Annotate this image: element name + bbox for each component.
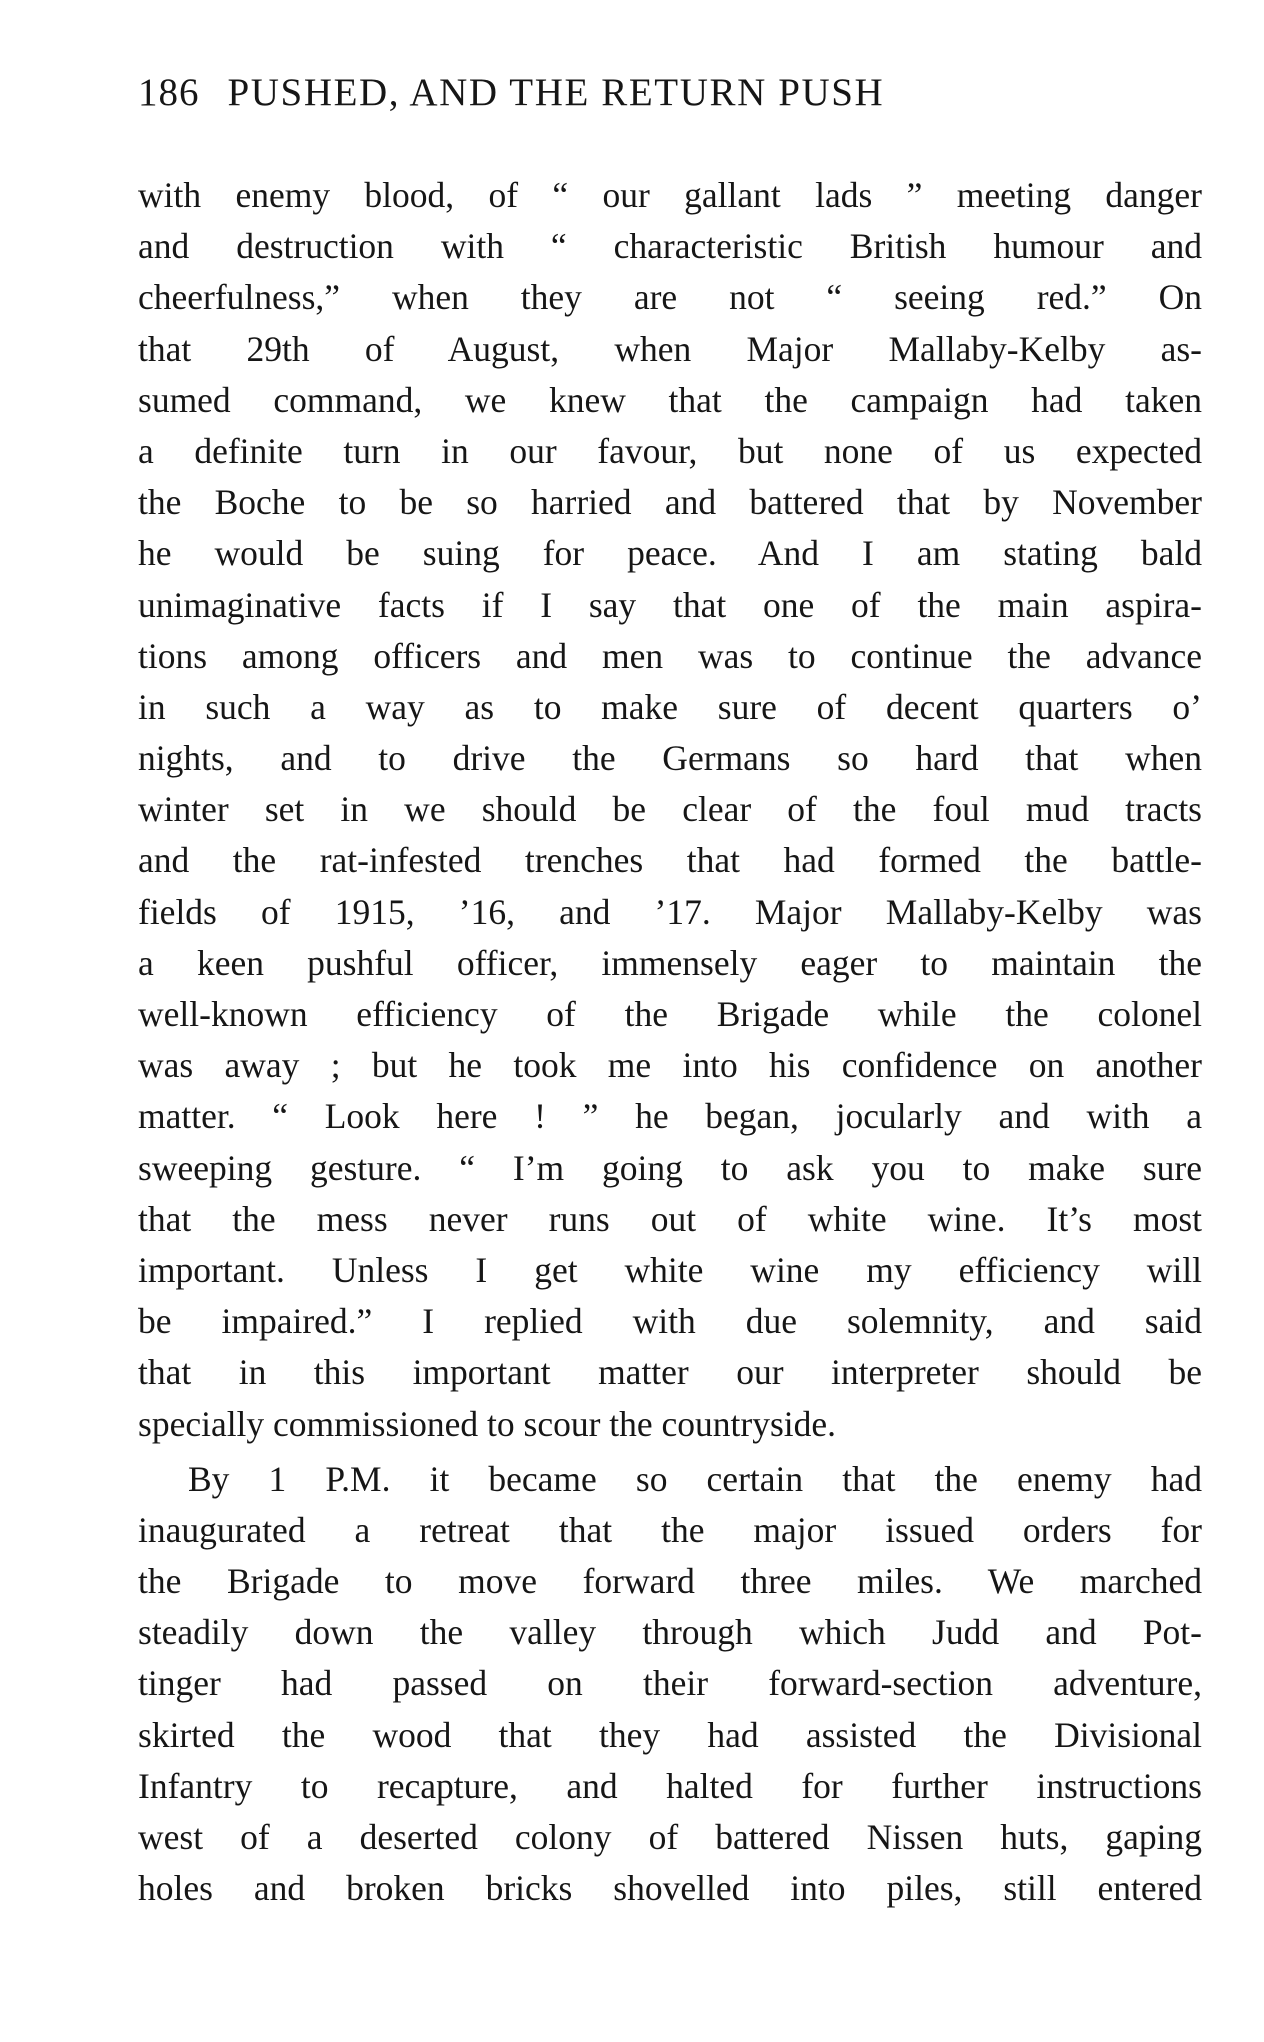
- text-line: a keen pushful officer, immensely eager to maintain the: [138, 942, 1202, 983]
- text-line: that the mess never runs out of white wine. It’s most: [138, 1198, 1202, 1239]
- body-text: [138, 170, 1202, 1914]
- text-line: Infantry to recapture, and halted for further instructions: [138, 1765, 1202, 1806]
- text-line: cheerfulness,” when they are not “ seeing red.” On: [138, 277, 1202, 318]
- text-line: By 1 P.M. it became so certain that the enemy had: [188, 1458, 1202, 1499]
- book-page: [138, 70, 1202, 1914]
- paragraph: [138, 170, 1202, 1450]
- text-line: the Boche to be so harried and battered that by November: [138, 482, 1202, 523]
- running-title: PUSHED, AND THE RETURN PUSH: [227, 71, 885, 114]
- text-line: unimaginative facts if I say that one of the main aspira-: [138, 584, 1202, 625]
- page-number: 186: [138, 71, 200, 114]
- text-line: and destruction with “ characteristic British humour and: [138, 226, 1202, 267]
- text-line: inaugurated a retreat that the major issued orders for: [138, 1509, 1202, 1550]
- text-line: important. Unless I get white wine my efficiency will: [138, 1249, 1202, 1290]
- paragraph: [138, 1454, 1202, 1915]
- running-head: [138, 70, 1202, 122]
- text-line: skirted the wood that they had assisted the Divisional: [138, 1714, 1202, 1755]
- text-line: he would be suing for peace. And I am stating bald: [138, 533, 1202, 574]
- text-line: specially commissioned to scour the countryside.: [138, 1403, 837, 1444]
- text-line: and the rat-infested trenches that had formed the battle-: [138, 840, 1202, 881]
- text-line: a definite turn in our favour, but none of us expected: [138, 430, 1202, 471]
- text-line: winter set in we should be clear of the foul mud tracts: [138, 789, 1202, 830]
- text-line: was away ; but he took me into his confidence on another: [138, 1045, 1202, 1086]
- text-line: that in this important matter our interpreter should be: [138, 1352, 1202, 1393]
- text-line: fields of 1915, ’16, and ’17. Major Mallaby-Kelby was: [138, 891, 1202, 932]
- text-line: holes and broken bricks shovelled into piles, still entered: [138, 1868, 1202, 1909]
- text-line: in such a way as to make sure of decent quarters o’: [138, 686, 1202, 727]
- text-line: west of a deserted colony of battered Nissen huts, gaping: [138, 1817, 1202, 1857]
- text-line: tions among officers and men was to continue the advance: [138, 635, 1202, 676]
- text-line: nights, and to drive the Germans so hard that when: [138, 738, 1202, 779]
- text-line: tinger had passed on their forward-section adventure,: [138, 1663, 1202, 1704]
- text-line: sumed command, we knew that the campaign had taken: [138, 379, 1202, 420]
- text-line: steadily down the valley through which Judd and Pot-: [138, 1612, 1202, 1653]
- text-line: with enemy blood, of “ our gallant lads ” meeting danger: [138, 175, 1202, 215]
- text-line: that 29th of August, when Major Mallaby-Kelby as-: [138, 328, 1202, 369]
- text-line: matter. “ Look here ! ” he began, jocularly and with a: [138, 1096, 1202, 1137]
- text-line: sweeping gesture. “ I’m going to ask you to make sure: [138, 1147, 1202, 1188]
- text-line: the Brigade to move forward three miles. We marched: [138, 1561, 1202, 1602]
- text-line: well-known efficiency of the Brigade while the colonel: [138, 994, 1202, 1034]
- text-line: be impaired.” I replied with due solemnity, and said: [138, 1301, 1202, 1342]
